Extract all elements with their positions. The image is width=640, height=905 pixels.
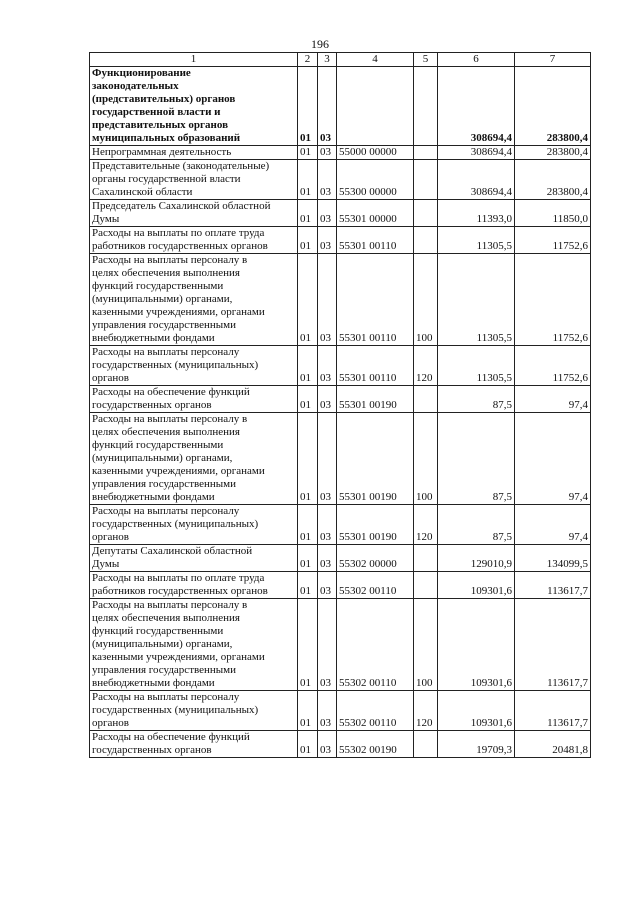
amount-year-2: 283800,4 [515, 160, 591, 200]
section-code: 01 [298, 731, 318, 758]
amount-year-2: 11752,6 [515, 254, 591, 346]
amount-year-1: 308694,4 [438, 146, 515, 160]
subsection-code: 03 [318, 599, 337, 691]
table-row [90, 254, 591, 346]
amount-year-2: 97,4 [515, 505, 591, 545]
amount-year-1: 87,5 [438, 505, 515, 545]
column-header: 5 [414, 53, 438, 67]
amount-year-2: 11850,0 [515, 200, 591, 227]
subsection-code: 03 [318, 227, 337, 254]
section-code: 01 [298, 386, 318, 413]
amount-year-2: 113617,7 [515, 599, 591, 691]
subsection-code: 03 [318, 545, 337, 572]
subsection-code: 03 [318, 505, 337, 545]
table-row [90, 386, 591, 413]
expense-type-code [414, 572, 438, 599]
row-name: Расходы на выплаты по оплате труда работников государственных органов [90, 227, 298, 254]
amount-year-1: 308694,4 [438, 67, 515, 146]
table-row [90, 146, 591, 160]
section-code: 01 [298, 160, 318, 200]
subsection-code: 03 [318, 160, 337, 200]
amount-year-1: 11305,5 [438, 254, 515, 346]
expense-type-code: 120 [414, 346, 438, 386]
section-code: 01 [298, 545, 318, 572]
amount-year-2: 11752,6 [515, 346, 591, 386]
amount-year-1: 11305,5 [438, 346, 515, 386]
row-name: Расходы на обеспечение функций государственных органов [90, 386, 298, 413]
subsection-code: 03 [318, 413, 337, 505]
section-code: 01 [298, 67, 318, 146]
amount-year-1: 19709,3 [438, 731, 515, 758]
table-row [90, 572, 591, 599]
subsection-code: 03 [318, 346, 337, 386]
column-header: 2 [298, 53, 318, 67]
amount-year-1: 308694,4 [438, 160, 515, 200]
section-code: 01 [298, 346, 318, 386]
subsection-code: 03 [318, 200, 337, 227]
expense-type-code [414, 227, 438, 254]
table-row [90, 227, 591, 254]
target-article-code: 55302 00110 [337, 599, 414, 691]
amount-year-2: 20481,8 [515, 731, 591, 758]
target-article-code: 55300 00000 [337, 160, 414, 200]
table-row [90, 346, 591, 386]
subsection-code: 03 [318, 691, 337, 731]
amount-year-2: 283800,4 [515, 146, 591, 160]
row-name: Непрограммная деятельность [90, 146, 298, 160]
amount-year-1: 109301,6 [438, 572, 515, 599]
header-row [90, 53, 591, 67]
row-name: Расходы на обеспечение функций государственных органов [90, 731, 298, 758]
row-name: Расходы на выплаты персоналу государственных (муниципальных) органов [90, 505, 298, 545]
target-article-code: 55301 00190 [337, 413, 414, 505]
table-row [90, 545, 591, 572]
table-row [90, 160, 591, 200]
table-row [90, 67, 591, 146]
amount-year-1: 109301,6 [438, 599, 515, 691]
table-row [90, 691, 591, 731]
column-header: 7 [515, 53, 591, 67]
row-name: Расходы на выплаты персоналу в целях обеспечения выполнения функций государственными (муниципальными) органами, казенными учреждениями, органами управления государственными внебюджетными фондами [90, 254, 298, 346]
column-header: 1 [90, 53, 298, 67]
section-code: 01 [298, 505, 318, 545]
section-code: 01 [298, 200, 318, 227]
table-row [90, 731, 591, 758]
column-header: 4 [337, 53, 414, 67]
row-name: Депутаты Сахалинской областной Думы [90, 545, 298, 572]
page-number: 196 [311, 37, 329, 51]
target-article-code: 55301 00110 [337, 346, 414, 386]
section-code: 01 [298, 227, 318, 254]
expense-type-code: 120 [414, 691, 438, 731]
amount-year-2: 113617,7 [515, 691, 591, 731]
target-article-code: 55301 00110 [337, 227, 414, 254]
table-row [90, 505, 591, 545]
target-article-code [337, 67, 414, 146]
column-header: 3 [318, 53, 337, 67]
row-name: Расходы на выплаты по оплате труда работников государственных органов [90, 572, 298, 599]
expense-type-code [414, 731, 438, 758]
target-article-code: 55000 00000 [337, 146, 414, 160]
target-article-code: 55302 00190 [337, 731, 414, 758]
amount-year-2: 97,4 [515, 386, 591, 413]
amount-year-1: 11393,0 [438, 200, 515, 227]
expense-type-code [414, 146, 438, 160]
target-article-code: 55301 00110 [337, 254, 414, 346]
expense-type-code: 100 [414, 599, 438, 691]
target-article-code: 55301 00000 [337, 200, 414, 227]
expense-type-code [414, 67, 438, 146]
amount-year-1: 87,5 [438, 386, 515, 413]
table-row [90, 200, 591, 227]
section-code: 01 [298, 146, 318, 160]
expense-type-code: 100 [414, 254, 438, 346]
section-code: 01 [298, 572, 318, 599]
expense-type-code [414, 386, 438, 413]
section-code: 01 [298, 599, 318, 691]
expense-type-code [414, 545, 438, 572]
table-row [90, 599, 591, 691]
subsection-code: 03 [318, 146, 337, 160]
amount-year-1: 87,5 [438, 413, 515, 505]
amount-year-1: 129010,9 [438, 545, 515, 572]
amount-year-2: 134099,5 [515, 545, 591, 572]
expense-type-code: 100 [414, 413, 438, 505]
row-name: Представительные (законодательные) органы государственной власти Сахалинской области [90, 160, 298, 200]
amount-year-1: 109301,6 [438, 691, 515, 731]
table-row [90, 413, 591, 505]
section-code: 01 [298, 254, 318, 346]
target-article-code: 55301 00190 [337, 505, 414, 545]
target-article-code: 55301 00190 [337, 386, 414, 413]
expense-type-code [414, 200, 438, 227]
section-code: 01 [298, 413, 318, 505]
subsection-code: 03 [318, 731, 337, 758]
target-article-code: 55302 00110 [337, 691, 414, 731]
budget-table [89, 52, 591, 758]
row-name: Расходы на выплаты персоналу государственных (муниципальных) органов [90, 691, 298, 731]
column-header: 6 [438, 53, 515, 67]
amount-year-2: 283800,4 [515, 67, 591, 146]
row-name: Расходы на выплаты персоналу в целях обеспечения выполнения функций государственными (муниципальными) органами, казенными учреждениями, органами управления государственными внебюджетными фондами [90, 413, 298, 505]
amount-year-2: 113617,7 [515, 572, 591, 599]
amount-year-2: 11752,6 [515, 227, 591, 254]
amount-year-2: 97,4 [515, 413, 591, 505]
row-name: Председатель Сахалинской областной Думы [90, 200, 298, 227]
subsection-code: 03 [318, 254, 337, 346]
subsection-code: 03 [318, 572, 337, 599]
subsection-code: 03 [318, 386, 337, 413]
section-code: 01 [298, 691, 318, 731]
expense-type-code [414, 160, 438, 200]
subsection-code: 03 [318, 67, 337, 146]
target-article-code: 55302 00000 [337, 545, 414, 572]
expense-type-code: 120 [414, 505, 438, 545]
row-name: Функционирование законодательных (представительных) органов государственной власти и представительных органов муниципальных образований [90, 67, 298, 146]
row-name: Расходы на выплаты персоналу государственных (муниципальных) органов [90, 346, 298, 386]
row-name: Расходы на выплаты персоналу в целях обеспечения выполнения функций государственными (муниципальными) органами, казенными учреждениями, органами управления государственными внебюджетными фондами [90, 599, 298, 691]
target-article-code: 55302 00110 [337, 572, 414, 599]
amount-year-1: 11305,5 [438, 227, 515, 254]
